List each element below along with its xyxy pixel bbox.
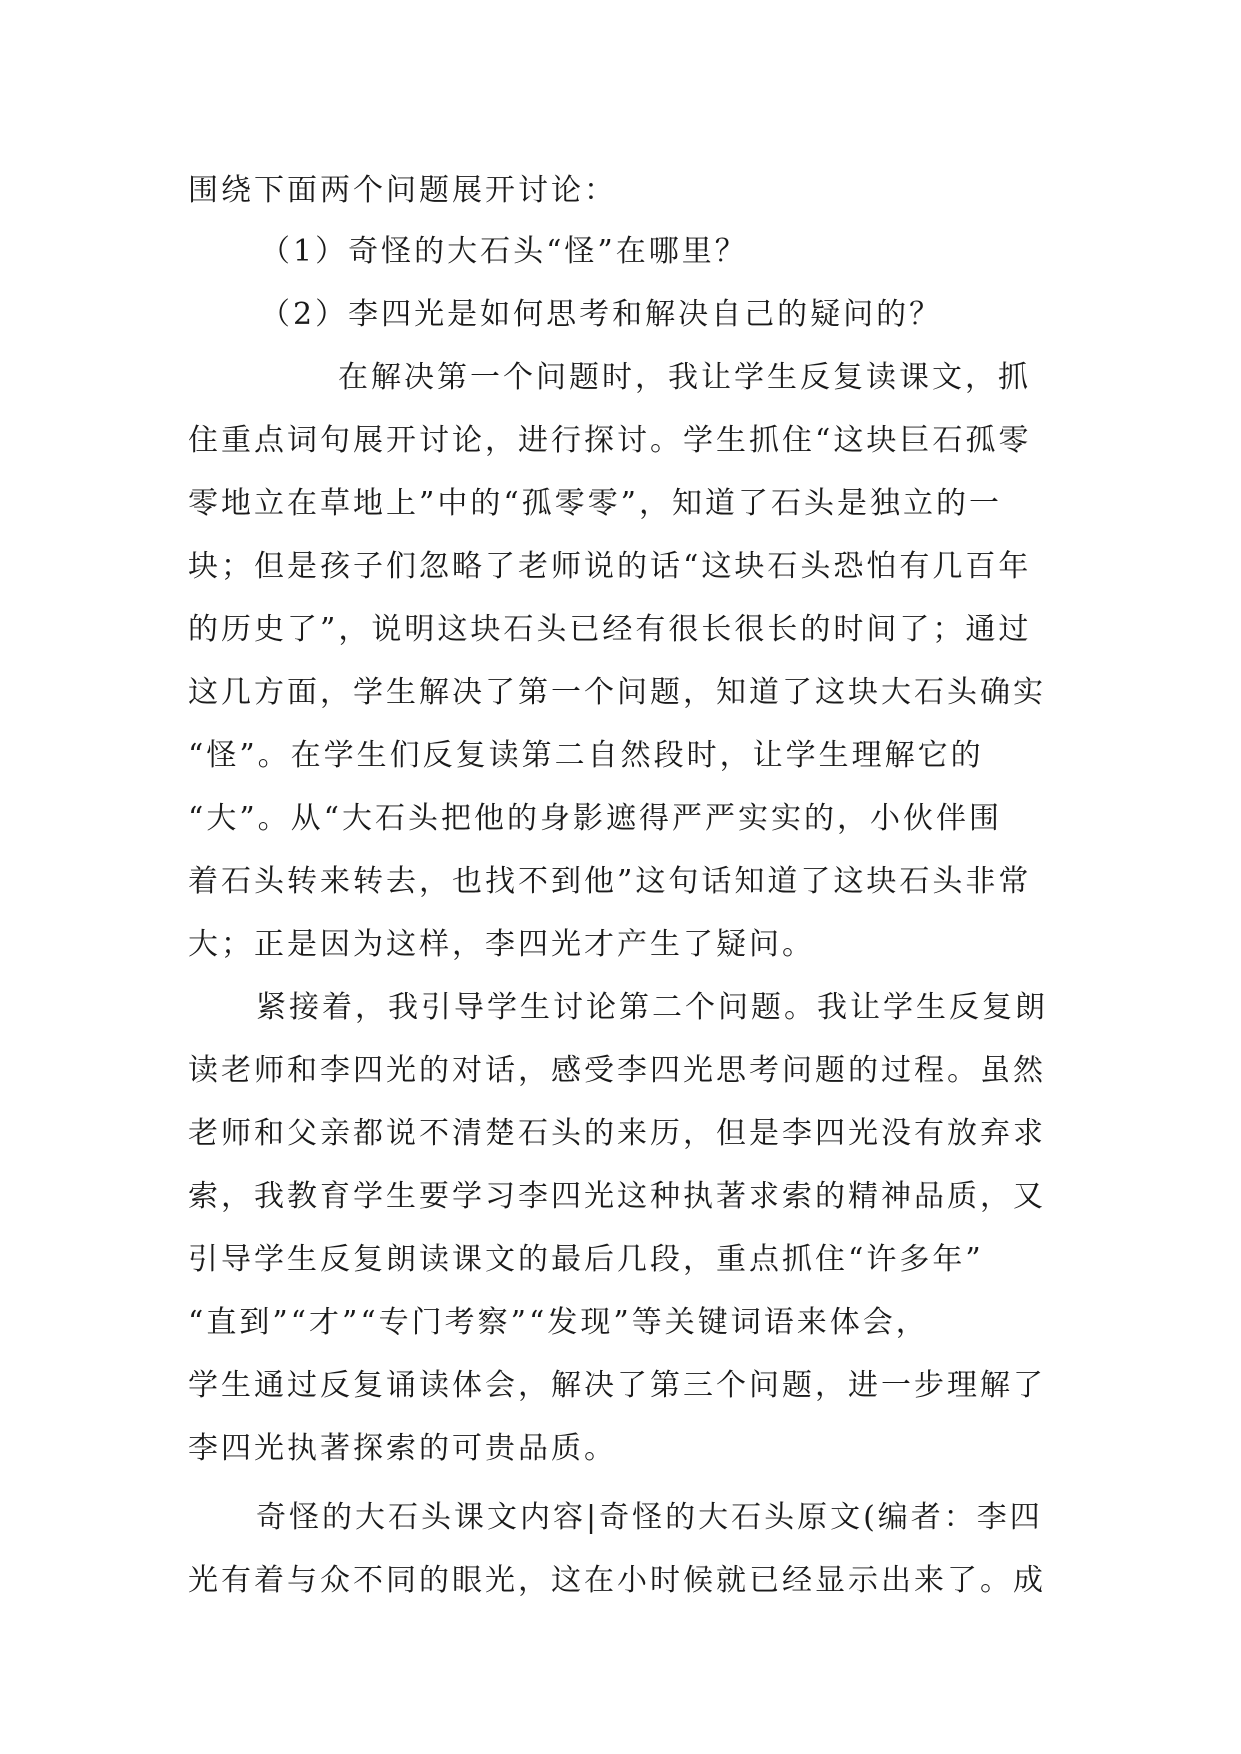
text-line: 老师和父亲都说不清楚石头的来历，但是李四光没有放弃求 bbox=[188, 1116, 1046, 1151]
text-line: 着石头转来转去，也找不到他”这句话知道了这块石头非常 bbox=[188, 864, 1032, 899]
text-line: （2）李四光是如何思考和解决自己的疑问的？ bbox=[260, 297, 943, 332]
text-line: 索，我教育学生要学习李四光这种执著求索的精神品质，又 bbox=[188, 1179, 1046, 1214]
text-line: 零地立在草地上”中的“孤零零”，知道了石头是独立的一 bbox=[188, 486, 1003, 521]
text-line: 大；正是因为这样，李四光才产生了疑问。 bbox=[188, 927, 815, 962]
text-line: 读老师和李四光的对话，感受李四光思考问题的过程。虽然 bbox=[188, 1053, 1046, 1088]
text-line: 块；但是孩子们忽略了老师说的话“这块石头恐怕有几百年 bbox=[188, 549, 1032, 584]
text-line: 学生通过反复诵读体会，解决了第三个问题，进一步理解了 bbox=[188, 1368, 1046, 1403]
text-line: 李四光执著探索的可贵品质。 bbox=[188, 1431, 617, 1466]
text-line: “直到”“才”“专门考察”“发现”等关键词语来体会， bbox=[188, 1305, 929, 1340]
text-line: 的历史了”，说明这块石头已经有很长很长的时间了；通过 bbox=[188, 612, 1032, 647]
text-line: 住重点词句展开讨论，进行探讨。学生抓住“这块巨石孤零 bbox=[188, 423, 1032, 458]
text-line: 围绕下面两个问题展开讨论： bbox=[188, 173, 617, 208]
text-line: 这几方面，学生解决了第一个问题，知道了这块大石头确实 bbox=[188, 675, 1046, 710]
text-line: 紧接着，我引导学生讨论第二个问题。我让学生反复朗 bbox=[256, 990, 1048, 1025]
text-line: 光有着与众不同的眼光，这在小时候就已经显示出来了。成 bbox=[188, 1563, 1046, 1598]
text-line: “怪”。在学生们反复读第二自然段时，让学生理解它的 bbox=[188, 738, 984, 773]
text-line: 引导学生反复朗读课文的最后几段，重点抓住“许多年” bbox=[188, 1242, 984, 1277]
text-line: 奇怪的大石头课文内容|奇怪的大石头原文(编者：李四 bbox=[256, 1500, 1043, 1535]
text-line: “大”。从“大石头把他的身影遮得严严实实的，小伙伴围 bbox=[188, 801, 1003, 836]
text-line: （1）奇怪的大石头“怪”在哪里？ bbox=[260, 234, 748, 269]
text-line: 在解决第一个问题时，我让学生反复读课文，抓 bbox=[338, 360, 1031, 395]
